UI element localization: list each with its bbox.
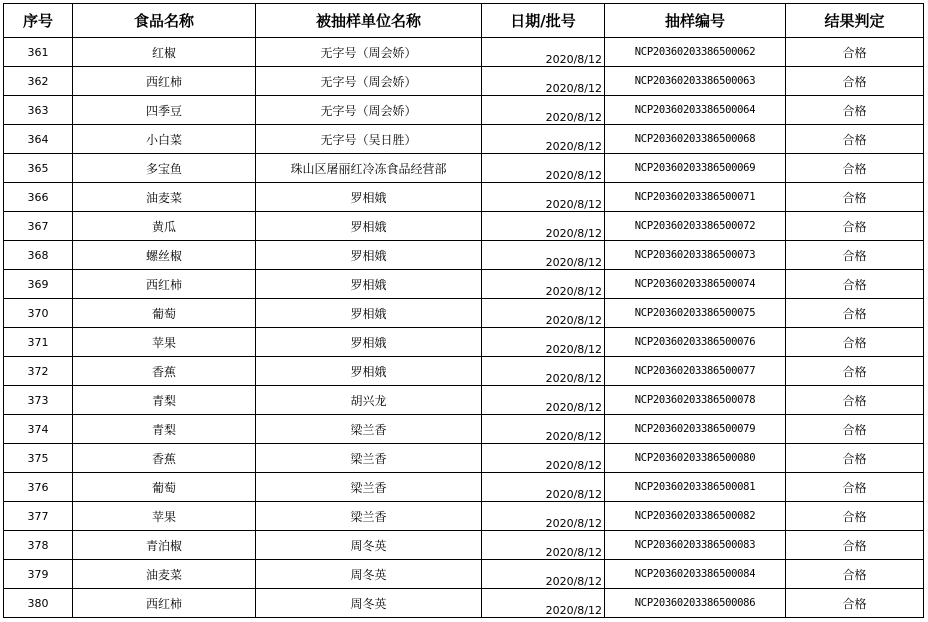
cell-index: 370 [4, 299, 73, 328]
header-row [4, 4, 924, 38]
cell-index: 363 [4, 96, 73, 125]
cell-sampled-unit: 罗相娥 [256, 212, 482, 241]
cell-sample-code: NCP20360203386500073 [605, 241, 786, 270]
cell-food-name: 油麦菜 [73, 183, 256, 212]
cell-food-name: 螺丝椒 [73, 241, 256, 270]
cell-date: 2020/8/12 [482, 67, 605, 96]
cell-sampled-unit: 珠山区屠丽红冷冻食品经营部 [256, 154, 482, 183]
table-row [4, 241, 924, 270]
column-header-date-batch: 日期/批号 [482, 4, 605, 38]
cell-sample-code: NCP20360203386500075 [605, 299, 786, 328]
cell-index: 380 [4, 589, 73, 618]
cell-index: 379 [4, 560, 73, 589]
table-row [4, 589, 924, 618]
cell-sample-code: NCP20360203386500076 [605, 328, 786, 357]
cell-result: 合格 [786, 241, 924, 270]
cell-sample-code: NCP20360203386500086 [605, 589, 786, 618]
cell-date: 2020/8/12 [482, 502, 605, 531]
cell-date: 2020/8/12 [482, 38, 605, 67]
cell-index: 373 [4, 386, 73, 415]
table-row [4, 299, 924, 328]
table-row [4, 357, 924, 386]
cell-index: 369 [4, 270, 73, 299]
cell-sample-code: NCP20360203386500071 [605, 183, 786, 212]
cell-date: 2020/8/12 [482, 212, 605, 241]
cell-food-name: 小白菜 [73, 125, 256, 154]
cell-index: 374 [4, 415, 73, 444]
cell-sample-code: NCP20360203386500081 [605, 473, 786, 502]
cell-food-name: 葡萄 [73, 473, 256, 502]
table-row [4, 328, 924, 357]
cell-date: 2020/8/12 [482, 589, 605, 618]
cell-sampled-unit: 罗相娥 [256, 328, 482, 357]
cell-food-name: 多宝鱼 [73, 154, 256, 183]
cell-index: 376 [4, 473, 73, 502]
cell-sample-code: NCP20360203386500063 [605, 67, 786, 96]
cell-food-name: 香蕉 [73, 444, 256, 473]
cell-result: 合格 [786, 125, 924, 154]
cell-date: 2020/8/12 [482, 154, 605, 183]
cell-date: 2020/8/12 [482, 560, 605, 589]
cell-sampled-unit: 罗相娥 [256, 357, 482, 386]
cell-sampled-unit: 胡兴龙 [256, 386, 482, 415]
cell-sample-code: NCP20360203386500077 [605, 357, 786, 386]
cell-sample-code: NCP20360203386500069 [605, 154, 786, 183]
cell-food-name: 四季豆 [73, 96, 256, 125]
cell-result: 合格 [786, 386, 924, 415]
cell-result: 合格 [786, 270, 924, 299]
cell-sample-code: NCP20360203386500083 [605, 531, 786, 560]
cell-food-name: 葡萄 [73, 299, 256, 328]
table-row [4, 502, 924, 531]
cell-sampled-unit: 梁兰香 [256, 502, 482, 531]
cell-food-name: 青泊椒 [73, 531, 256, 560]
cell-sampled-unit: 无字号（周会娇） [256, 96, 482, 125]
cell-sample-code: NCP20360203386500082 [605, 502, 786, 531]
cell-food-name: 西红柿 [73, 67, 256, 96]
cell-result: 合格 [786, 502, 924, 531]
cell-date: 2020/8/12 [482, 96, 605, 125]
cell-date: 2020/8/12 [482, 183, 605, 212]
cell-sampled-unit: 周冬英 [256, 589, 482, 618]
cell-sampled-unit: 罗相娥 [256, 299, 482, 328]
cell-sampled-unit: 罗相娥 [256, 183, 482, 212]
cell-food-name: 西红柿 [73, 270, 256, 299]
table-row [4, 270, 924, 299]
table-row [4, 183, 924, 212]
table-row [4, 38, 924, 67]
cell-date: 2020/8/12 [482, 299, 605, 328]
cell-date: 2020/8/12 [482, 386, 605, 415]
cell-index: 378 [4, 531, 73, 560]
column-header-index: 序号 [4, 4, 73, 38]
table-row [4, 415, 924, 444]
cell-food-name: 青梨 [73, 386, 256, 415]
table-row [4, 125, 924, 154]
cell-date: 2020/8/12 [482, 125, 605, 154]
cell-sampled-unit: 无字号（吴日胜） [256, 125, 482, 154]
cell-index: 367 [4, 212, 73, 241]
cell-result: 合格 [786, 531, 924, 560]
cell-sampled-unit: 周冬英 [256, 560, 482, 589]
cell-food-name: 黄瓜 [73, 212, 256, 241]
cell-index: 375 [4, 444, 73, 473]
cell-date: 2020/8/12 [482, 241, 605, 270]
cell-result: 合格 [786, 328, 924, 357]
cell-result: 合格 [786, 38, 924, 67]
cell-sampled-unit: 周冬英 [256, 531, 482, 560]
cell-food-name: 油麦菜 [73, 560, 256, 589]
cell-sampled-unit: 无字号（周会娇） [256, 38, 482, 67]
cell-sampled-unit: 梁兰香 [256, 473, 482, 502]
results-table [3, 3, 924, 618]
table-row [4, 96, 924, 125]
cell-date: 2020/8/12 [482, 444, 605, 473]
cell-index: 371 [4, 328, 73, 357]
cell-date: 2020/8/12 [482, 473, 605, 502]
table-body [4, 38, 924, 618]
cell-date: 2020/8/12 [482, 531, 605, 560]
cell-index: 368 [4, 241, 73, 270]
cell-food-name: 红椒 [73, 38, 256, 67]
cell-date: 2020/8/12 [482, 415, 605, 444]
cell-food-name: 香蕉 [73, 357, 256, 386]
table-row [4, 560, 924, 589]
cell-sample-code: NCP20360203386500064 [605, 96, 786, 125]
cell-result: 合格 [786, 299, 924, 328]
cell-sampled-unit: 梁兰香 [256, 415, 482, 444]
cell-sample-code: NCP20360203386500078 [605, 386, 786, 415]
cell-index: 361 [4, 38, 73, 67]
cell-result: 合格 [786, 357, 924, 386]
table-row [4, 67, 924, 96]
column-header-sample-code: 抽样编号 [605, 4, 786, 38]
cell-result: 合格 [786, 67, 924, 96]
table-row [4, 473, 924, 502]
cell-sample-code: NCP20360203386500062 [605, 38, 786, 67]
cell-index: 372 [4, 357, 73, 386]
table-row [4, 386, 924, 415]
cell-index: 364 [4, 125, 73, 154]
cell-result: 合格 [786, 589, 924, 618]
cell-result: 合格 [786, 415, 924, 444]
cell-date: 2020/8/12 [482, 270, 605, 299]
cell-food-name: 西红柿 [73, 589, 256, 618]
cell-sample-code: NCP20360203386500074 [605, 270, 786, 299]
cell-result: 合格 [786, 444, 924, 473]
column-header-result: 结果判定 [786, 4, 924, 38]
cell-sample-code: NCP20360203386500079 [605, 415, 786, 444]
cell-result: 合格 [786, 560, 924, 589]
column-header-food-name: 食品名称 [73, 4, 256, 38]
cell-food-name: 苹果 [73, 328, 256, 357]
cell-result: 合格 [786, 183, 924, 212]
table-row [4, 212, 924, 241]
cell-date: 2020/8/12 [482, 357, 605, 386]
cell-result: 合格 [786, 154, 924, 183]
cell-sample-code: NCP20360203386500080 [605, 444, 786, 473]
table-row [4, 444, 924, 473]
cell-index: 362 [4, 67, 73, 96]
cell-sampled-unit: 无字号（周会娇） [256, 67, 482, 96]
cell-sampled-unit: 罗相娥 [256, 241, 482, 270]
cell-date: 2020/8/12 [482, 328, 605, 357]
cell-food-name: 青梨 [73, 415, 256, 444]
table-row [4, 154, 924, 183]
cell-index: 365 [4, 154, 73, 183]
cell-sampled-unit: 罗相娥 [256, 270, 482, 299]
cell-sample-code: NCP20360203386500068 [605, 125, 786, 154]
cell-index: 377 [4, 502, 73, 531]
cell-result: 合格 [786, 473, 924, 502]
column-header-sampled-unit: 被抽样单位名称 [256, 4, 482, 38]
cell-result: 合格 [786, 212, 924, 241]
cell-result: 合格 [786, 96, 924, 125]
cell-sample-code: NCP20360203386500084 [605, 560, 786, 589]
cell-sample-code: NCP20360203386500072 [605, 212, 786, 241]
cell-food-name: 苹果 [73, 502, 256, 531]
table-row [4, 531, 924, 560]
cell-index: 366 [4, 183, 73, 212]
cell-sampled-unit: 梁兰香 [256, 444, 482, 473]
